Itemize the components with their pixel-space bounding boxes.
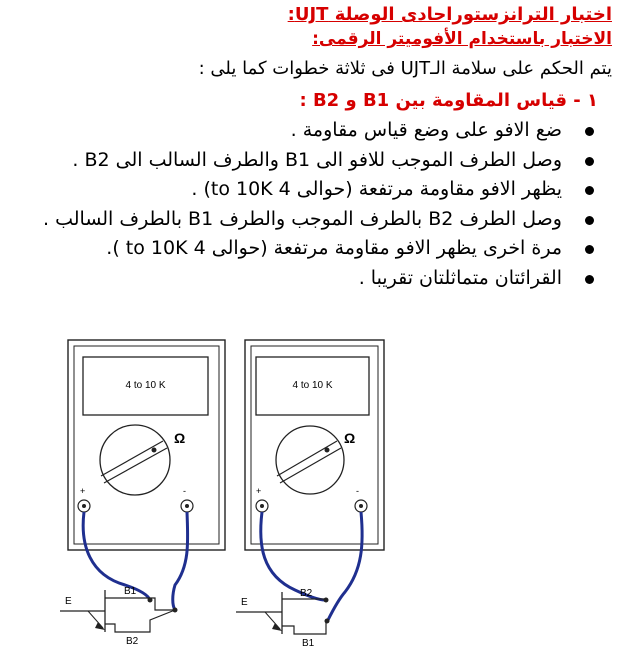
meter-right-minus-label: - xyxy=(356,486,359,496)
step1-heading: ١ - قياس المقاومة بين B1 و B2 : xyxy=(299,90,598,111)
meter-left-minus-label: - xyxy=(183,486,186,496)
ujt-left-emitter-arrow-icon xyxy=(95,622,105,630)
bullet-text: ضع الافو على وضع قياس مقاومة . xyxy=(290,119,562,141)
ujt-right-bottom-label: B1 xyxy=(302,638,315,649)
intro-paragraph: يتم الحكم على سلامة الـUJT فى ثلاثة خطوات كما يلى : xyxy=(198,58,612,79)
junction-dot xyxy=(324,598,329,603)
bullet-text: وصل الطرف الموجب للافو الى B1 والطرف السالب الى B2 . xyxy=(72,148,562,171)
meter-right-dial-dot xyxy=(325,448,330,453)
bullet-text: يظهر الافو مقاومة مرتفعة (حوالى 4 to 10K) . xyxy=(191,178,562,200)
ujt-left-top-label: B1 xyxy=(124,586,137,597)
ujt-right-emitter-diag xyxy=(265,612,280,629)
ujt-symbol-left xyxy=(60,586,178,647)
multimeter-left xyxy=(68,340,225,550)
ujt-right-emitter-label: E xyxy=(241,597,248,608)
ujt-left-bottom-label: B2 xyxy=(126,636,139,647)
meter-left-plus-label: + xyxy=(80,486,86,496)
meter-right-minus-jack-center xyxy=(359,504,363,508)
meter-left-minus-jack-center xyxy=(185,504,189,508)
meter-left-display-text: 4 to 10 K xyxy=(125,380,166,391)
meter-right-dial xyxy=(276,426,344,494)
ujt-right-bottom-lead xyxy=(282,620,326,634)
multimeter-right xyxy=(245,340,384,550)
meter-right-plus-jack-center xyxy=(260,504,264,508)
bullet-text: مرة اخرى يظهر الافو مقاومة مرتفعة (حوالى 4 to 10K ). xyxy=(106,237,562,259)
meter-right-plus-label: + xyxy=(256,486,262,496)
ujt-right-emitter-arrow-icon xyxy=(272,623,282,631)
bullet-text: القرائتان متماثلتان تقريبا . xyxy=(358,266,562,289)
ujt-right-top-label: B2 xyxy=(300,588,313,599)
ohm-icon: Ω xyxy=(174,430,186,446)
ohm-icon: Ω xyxy=(344,430,356,446)
ujt-left-top-lead xyxy=(105,598,175,610)
ujt-left-emitter-diag xyxy=(88,611,103,628)
meter-right-display-text: 4 to 10 K xyxy=(292,380,333,391)
document-subtitle: الاختبار باستخدام الأفوميتر الرقمى: xyxy=(312,29,612,49)
meter-left-dial xyxy=(100,425,170,495)
meter-left-plus-jack-center xyxy=(82,504,86,508)
junction-dot xyxy=(148,598,153,603)
bullet-text: وصل الطرف B2 بالطرف الموجب والطرف B1 بالطرف السالب . xyxy=(43,207,562,230)
document-title: اختبار الترانزستوراحادى الوصلة UJT: xyxy=(287,4,612,25)
ujt-left-bottom-lead xyxy=(105,610,175,632)
junction-dot xyxy=(325,619,330,624)
junction-dot xyxy=(173,608,178,613)
meter-left-dial-dot xyxy=(152,448,157,453)
ujt-left-emitter-label: E xyxy=(65,596,72,607)
